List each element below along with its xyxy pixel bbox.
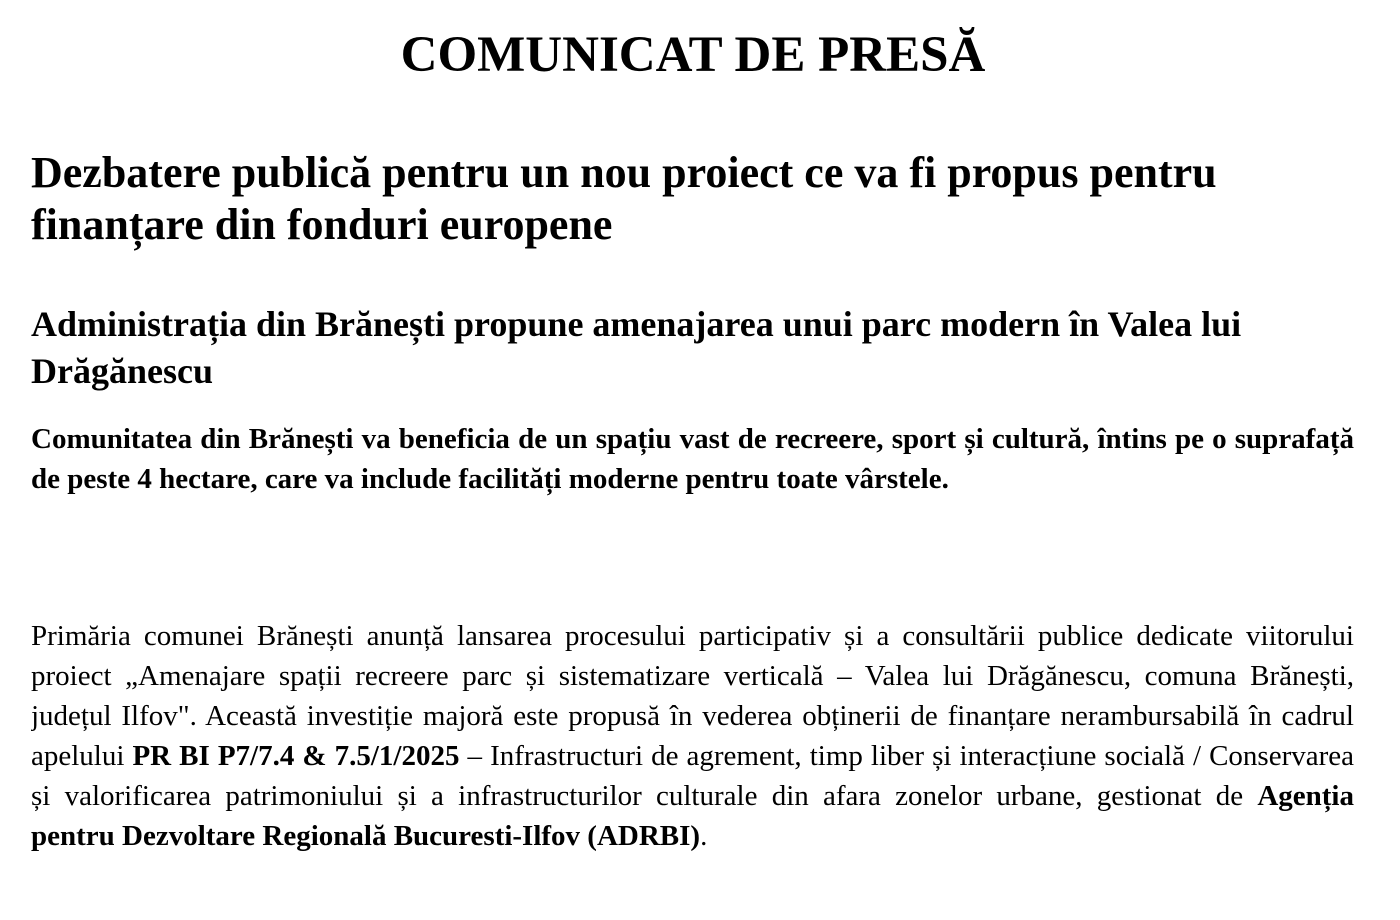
- agency-name: Agenția pentru Dezvoltare Regională Bucuresti-Ilfov (ADRBI): [31, 780, 1354, 852]
- body-text-part-1: Primăria comunei Brănești anunță lansarea procesului participativ și a consultării publice dedicate viitorului proiect „Amenajare spații recreere parc și sistematizare verticală – Valea lui Drăgănescu, comuna Brănești, județul Ilfov". Această investiție majoră este propusă în vederea obținerii de finanțare nerambursabilă în cadrul apelului: [31, 620, 1354, 772]
- body-paragraph: [31, 616, 1354, 892]
- subheadline: Administrația din Brănești propune amenajarea unui parc modern în Valea lui Drăgănescu: [31, 304, 1242, 391]
- body-text-part-2: – Infrastructuri de agrement, timp liber și interacțiune socială / Conservarea și valorificarea patrimoniului și a infrastructurilor culturale din afara zonelor urbane, gestionat de: [31, 740, 1354, 812]
- document-title: COMUNICAT DE PRESĂ: [400, 27, 986, 83]
- headline: Dezbatere publică pentru un nou proiect ce va fi propus pentru finanțare din fonduri europene: [31, 148, 1217, 249]
- lead-paragraph: Comunitatea din Brănești va beneficia de un spațiu vast de recreere, sport și cultură, întins pe o suprafață de peste 4 hectare, care va include facilități moderne pentru toate vârstele.: [31, 423, 1354, 495]
- funding-call-code: PR BI P7/7.4 & 7.5/1/2025: [132, 740, 460, 772]
- body-text-part-3: .: [700, 820, 708, 852]
